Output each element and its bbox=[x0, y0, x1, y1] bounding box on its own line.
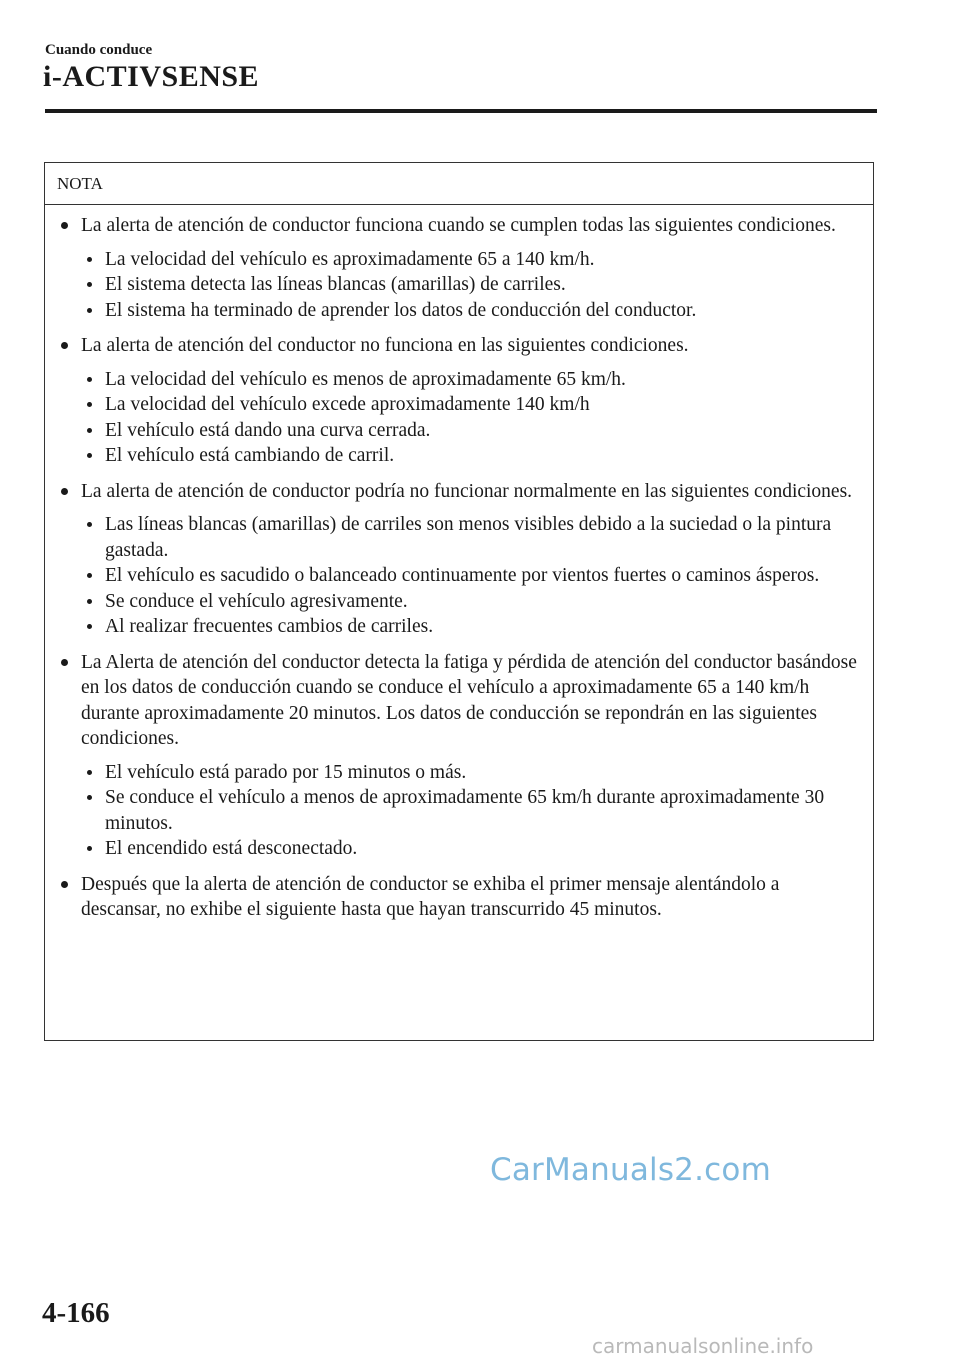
watermark-logo: CarManuals2.com bbox=[490, 1152, 771, 1188]
sub-item bbox=[105, 512, 857, 563]
note-item-text: La alerta de atención de conductor funciona cuando se cumplen todas las siguientes condiciones. bbox=[81, 215, 836, 236]
sub-bullet-icon bbox=[87, 257, 92, 262]
note-item bbox=[81, 333, 857, 469]
sub-item-text: El vehículo está parado por 15 minutos o más. bbox=[105, 761, 467, 783]
sub-bullet-icon bbox=[87, 573, 92, 578]
sub-bullet-icon bbox=[87, 453, 92, 458]
note-title: NOTA bbox=[45, 163, 873, 205]
sub-item-text: El sistema ha terminado de aprender los datos de conducción del conductor. bbox=[105, 299, 697, 321]
bullet-icon bbox=[61, 659, 68, 666]
sub-item bbox=[105, 272, 857, 298]
bullet-icon bbox=[61, 342, 68, 349]
sub-item-text: Al realizar frecuentes cambios de carriles. bbox=[105, 616, 434, 637]
sub-item bbox=[105, 247, 857, 273]
header-rule bbox=[45, 109, 877, 113]
sub-item bbox=[105, 367, 857, 393]
sub-item-text: La velocidad del vehículo es menos de aproximadamente 65 km/h. bbox=[105, 368, 626, 390]
sub-item bbox=[105, 589, 857, 615]
note-item-text: La alerta de atención de conductor podría no funcionar normalmente en las siguientes condiciones. bbox=[81, 480, 853, 502]
bullet-icon bbox=[61, 222, 68, 229]
sub-item bbox=[105, 418, 857, 444]
sub-bullet-icon bbox=[87, 282, 92, 287]
sub-item bbox=[105, 563, 857, 589]
bullet-icon bbox=[61, 881, 68, 888]
note-item-text: Después que la alerta de atención de conductor se exhiba el primer mensaje alentándolo a descansar, no exhibe el siguiente hasta que hayan transcurrido 45 minutos. bbox=[81, 873, 780, 920]
sub-bullet-icon bbox=[87, 599, 92, 604]
note-item bbox=[81, 479, 857, 640]
section-label: Cuando conduce bbox=[45, 42, 153, 58]
sub-list bbox=[81, 247, 857, 324]
sub-item-text: El vehículo está cambiando de carril. bbox=[105, 445, 395, 466]
sub-item-text: El vehículo es sacudido o balanceado continuamente por vientos fuertes o caminos ásperos. bbox=[105, 565, 820, 586]
sub-item-text: El vehículo está dando una curva cerrada. bbox=[105, 419, 431, 441]
sub-bullet-icon bbox=[87, 770, 92, 775]
sub-item bbox=[105, 614, 857, 640]
sub-bullet-icon bbox=[87, 795, 92, 800]
sub-list bbox=[81, 760, 857, 862]
note-item bbox=[81, 872, 857, 923]
note-item bbox=[81, 213, 857, 323]
sub-bullet-icon bbox=[87, 428, 92, 433]
page-number: 4-166 bbox=[42, 1297, 110, 1329]
sub-bullet-icon bbox=[87, 846, 92, 851]
sub-item-text: Las líneas blancas (amarillas) de carriles son menos visibles debido a la suciedad o la pintura gastada. bbox=[105, 514, 832, 561]
sub-bullet-icon bbox=[87, 522, 92, 527]
sub-bullet-icon bbox=[87, 402, 92, 407]
sub-item-text: Se conduce el vehículo agresivamente. bbox=[105, 590, 408, 612]
sub-item bbox=[105, 760, 857, 786]
sub-item-text: El encendido está desconectado. bbox=[105, 838, 358, 859]
sub-item-text: La velocidad del vehículo excede aproximadamente 140 km/h bbox=[105, 394, 590, 415]
note-item-text: La alerta de atención del conductor no funciona en las siguientes condiciones. bbox=[81, 335, 689, 356]
sub-item bbox=[105, 392, 857, 418]
bullet-icon bbox=[61, 488, 68, 495]
sub-item-text: El sistema detecta las líneas blancas (amarillas) de carriles. bbox=[105, 274, 566, 295]
sub-item bbox=[105, 836, 857, 862]
note-box bbox=[44, 162, 874, 1041]
sub-item-text: Se conduce el vehículo a menos de aproximadamente 65 km/h durante aproximadamente 30 minutos. bbox=[105, 787, 825, 834]
chapter-title: i-ACTIVSENSE bbox=[43, 60, 260, 93]
note-item-text: La Alerta de atención del conductor detecta la fatiga y pérdida de atención del conductor basándose en los datos de conducción cuando se conduce el vehículo a aproximadamente 65 a 140 km/h durante aproximadamente 20 minutos. Los datos de conducción se repondrán en las siguientes condiciones. bbox=[81, 651, 857, 749]
sub-bullet-icon bbox=[87, 308, 92, 313]
sub-bullet-icon bbox=[87, 377, 92, 382]
footer-url: carmanualsonline.info bbox=[592, 1334, 814, 1358]
sub-item bbox=[105, 298, 857, 324]
sub-item bbox=[105, 785, 857, 836]
sub-item-text: La velocidad del vehículo es aproximadamente 65 a 140 km/h. bbox=[105, 248, 595, 270]
note-item bbox=[81, 650, 857, 862]
note-body bbox=[45, 205, 873, 923]
sub-bullet-icon bbox=[87, 624, 92, 629]
sub-item bbox=[105, 443, 857, 469]
sub-list bbox=[81, 367, 857, 469]
sub-list bbox=[81, 512, 857, 640]
